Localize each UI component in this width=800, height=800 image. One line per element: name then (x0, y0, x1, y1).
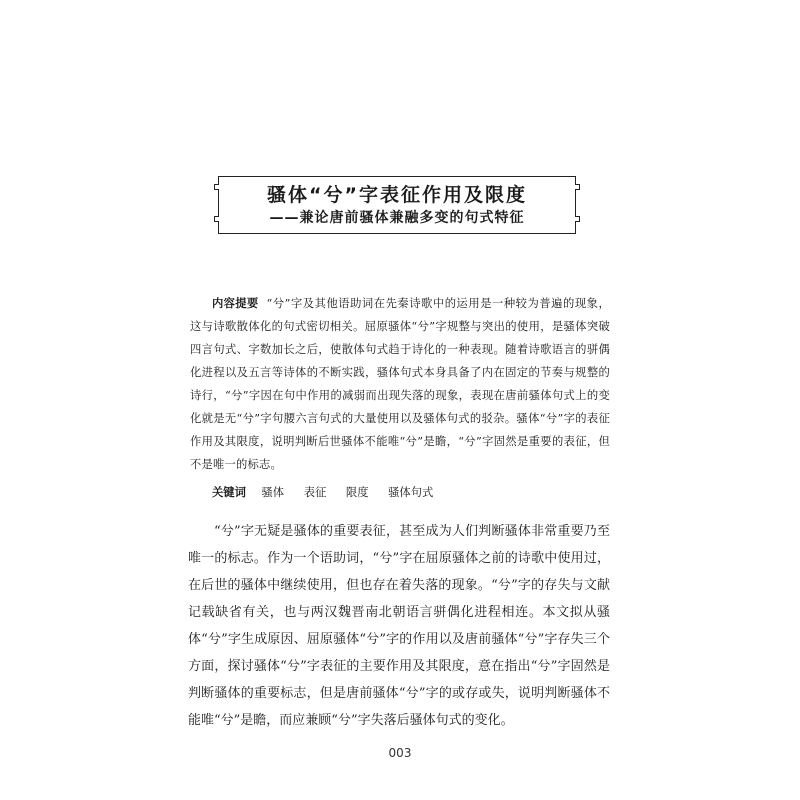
keyword: 骚体 (261, 486, 285, 499)
body-paragraph: “兮”字无疑是骚体的重要表征，甚至成为人们判断骚体非常重要乃至唯一的标志。作为一个语助词，“兮”字在屈原骚体之前的诗歌中使用过，在后世的骚体中继续使用，但也存在着失落的现象。“兮”字的存失与文献记载缺省有关，也与两汉魏晋南北朝语言骈偶化进程相连。本文拟从骚体“兮”字生成原因、屈原骚体“兮”字的作用以及唐前骚体“兮”字存失三个方面，探讨骚体“兮”字表征的主要作用及其限度，意在指出“兮”字固然是判断骚体的重要标志，但是唐前骚体“兮”字的或存或失，说明判断骚体不能唯“兮”是瞻，而应兼顾“兮”字失落后骚体句式的变化。 (188, 524, 610, 728)
title-box (218, 176, 576, 234)
keywords-label: 关键词 (212, 486, 246, 499)
keyword: 表征 (303, 486, 327, 499)
abstract-label: 内容提要 (212, 297, 259, 310)
keywords-section (212, 481, 449, 504)
abstract-section (190, 292, 610, 476)
article-subtitle: ——兼论唐前骚体兼融多变的句式特征 (269, 210, 525, 226)
abstract-text: “兮”字及其他语助词在先秦诗歌中的运用是一种较为普遍的现象，这与诗歌散体化的句式密切相关。屈原骚体“兮”字规整与突出的使用，是骚体突破四言句式、字数加长之后，使散体句式趋于诗化的一种表现。随着诗歌语言的骈偶化进程以及五言等诗体的不断实践，骚体句式本身具备了内在固定的节奏与规整的诗行，“兮”字因在句中作用的减弱而出现失落的现象，表现在唐前骚体句式上的变化就是无“兮”字句腰六言句式的大量使用以及骚体句式的驳杂。骚体“兮”字的表征作用及其限度，说明判断后世骚体不能唯“兮”是瞻，“兮”字固然是重要的表征，但不是唯一的标志。 (190, 297, 610, 471)
article-title: 骚体“兮”字表征作用及限度 (267, 184, 527, 206)
page-number: 003 (388, 746, 412, 760)
keyword: 骚体句式 (388, 486, 434, 499)
keyword: 限度 (345, 486, 369, 499)
